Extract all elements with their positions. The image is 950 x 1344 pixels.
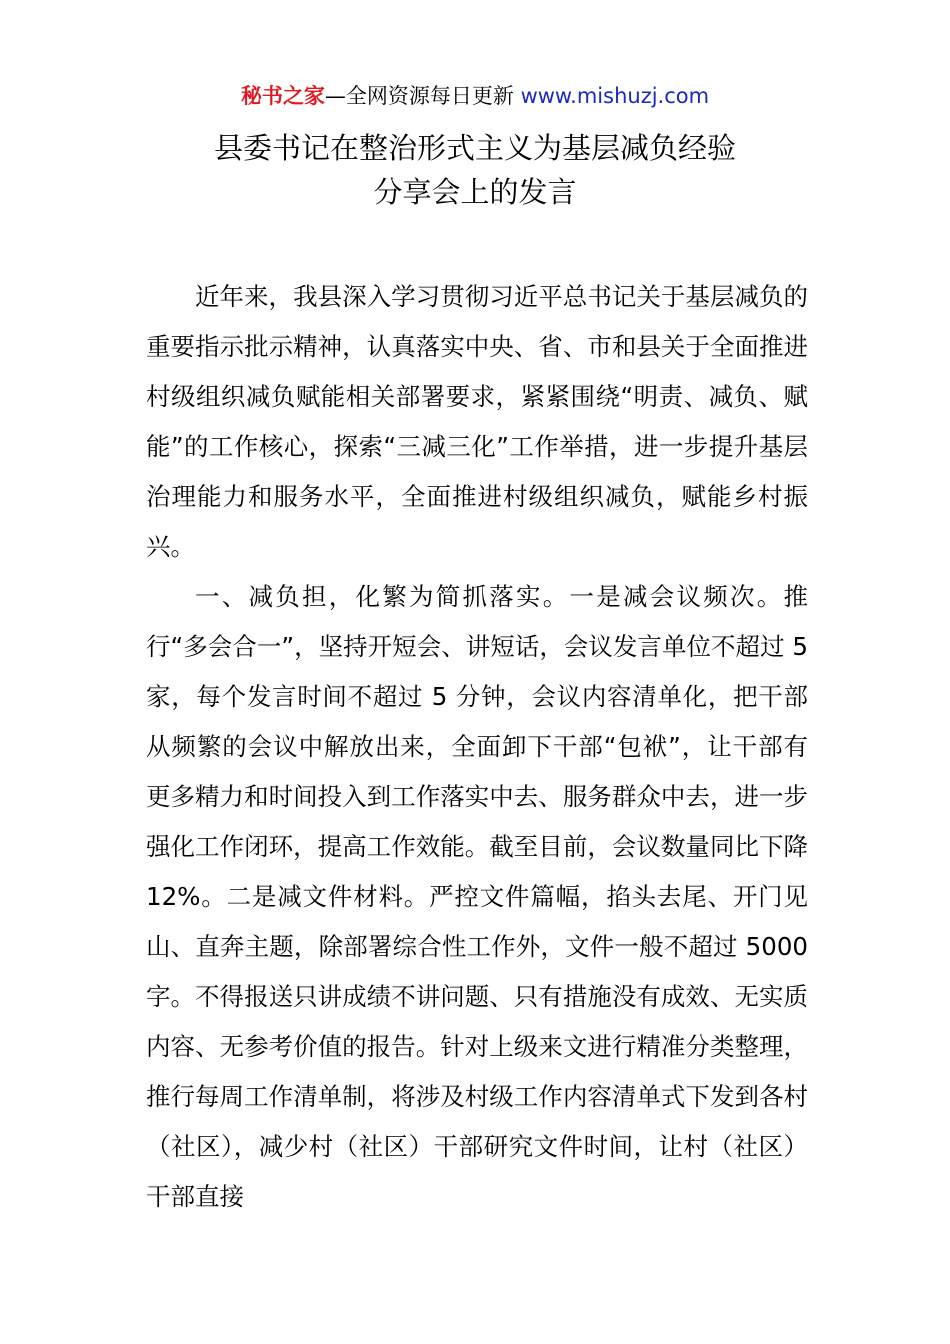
title-line-2: 分享会上的发言: [373, 175, 577, 209]
document-body: [146, 272, 808, 1222]
site-header: [0, 80, 950, 112]
document-title: [0, 126, 950, 214]
paragraph-intro: 近年来，我县深入学习贯彻习近平总书记关于基层减负的重要指示批示精神，认真落实中央、省、市和县关于全面推进村级组织减负赋能相关部署要求，紧紧围绕“明责、减负、赋能”的工作核心，探索“三减三化”工作举措，进一步提升基层治理能力和服务水平，全面推进村级组织减负，赋能乡村振兴。: [146, 282, 808, 561]
brand-name: 秘书之家: [240, 84, 325, 108]
header-tagline: —全网资源每日更新: [324, 84, 514, 108]
paragraph-section-1: 一、减负担，化繁为简抓落实。一是减会议频次。推行“多会合一”，坚持开短会、讲短话，会议发言单位不超过 5 家，每个发言时间不超过 5 分钟，会议内容清单化，把干部从频繁的会议中解放出来，全面卸下干部“包袱”，让干部有更多精力和时间投入到工作落实中去、服务群众中去，进一步强化工作闭环，提高工作效能。截至目前，会议数量同比下降 12%。二是减文件材料。严控文件篇幅，掐头去尾、开门见山、直奔主题，除部署综合性工作外，文件一般不超过 5000 字。不得报送只讲成绩不讲问题、只有措施没有成效、无实质内容、无参考价值的报告。针对上级来文进行精准分类整理，推行每周工作清单制，将涉及村级工作内容清单式下发到各村（社区），减少村（社区）干部研究文件时间，让村（社区）干部直接: [146, 582, 808, 1211]
title-line-1: 县委书记在整治形式主义为基层减负经验: [213, 131, 736, 165]
site-url-link[interactable]: www.mishuzj.com: [520, 84, 710, 108]
